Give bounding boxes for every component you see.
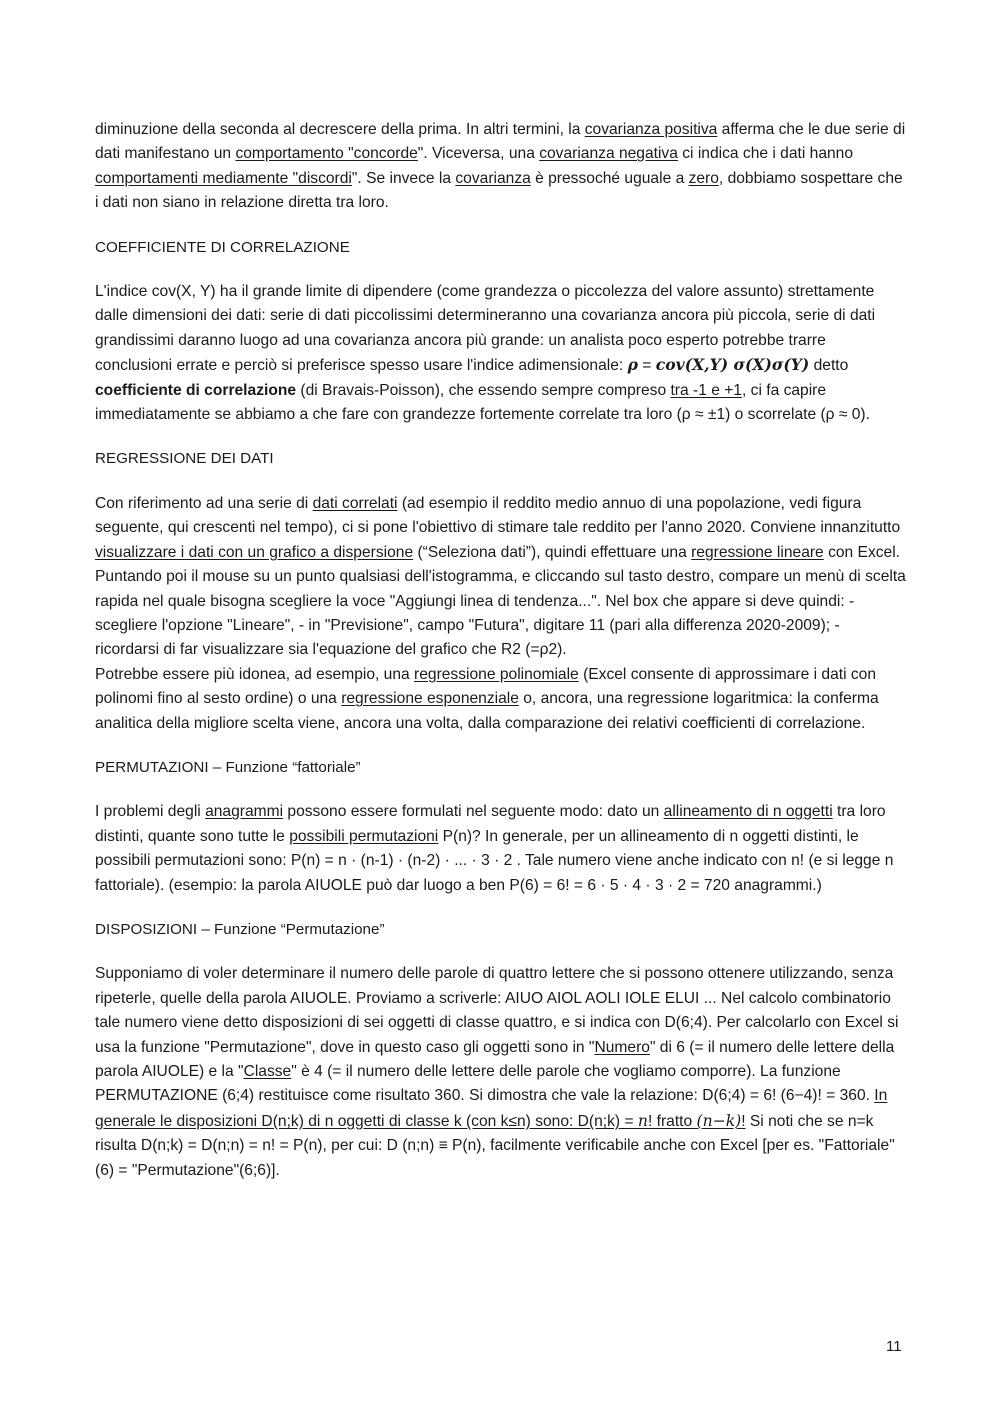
text: ". Se invece la (351, 169, 456, 187)
underlined-term: dati correlati (312, 494, 398, 512)
text: è pressoché uguale a (530, 169, 689, 187)
paragraph-disposizioni (95, 962, 907, 1183)
section-heading-regressione: REGRESSIONE DEI DATI (95, 450, 274, 468)
text: (ad esempio il reddito medio annuo di una popolazione, vedi figura seguente, qui crescenti nel tempo), ci si pone l'obiettivo di stimare tale reddito per l'anno 2020. Conviene innanzitutto (95, 494, 901, 537)
section-heading-correlazione: COEFFICIENTE DI CORRELAZIONE (95, 238, 350, 256)
underlined-term: comportamento "concorde (235, 145, 418, 163)
underlined-term: Classe (243, 1063, 292, 1080)
text: ! fratto (647, 1112, 697, 1130)
math-rho: ρ (627, 355, 638, 375)
text: I problemi degli (95, 803, 206, 821)
math-n: n (637, 1111, 648, 1130)
paragraph-permutazioni (95, 800, 907, 898)
text: Potrebbe essere più idonea, ad esempio, una (95, 665, 415, 683)
paragraph-regressione (95, 492, 907, 663)
text: ! (741, 1112, 746, 1130)
underlined-term: comportamenti mediamente "discordi (95, 169, 352, 187)
text: = (637, 357, 656, 375)
text: , dobbiamo sospettare che i dati non siano in relazione diretta tra loro. (95, 169, 903, 212)
section-heading-permutazioni: PERMUTAZIONI – Funzione “fattoriale” (95, 758, 361, 776)
underlined-term: covarianza positiva (584, 121, 718, 138)
text: (Excel consente di approssimare i dati con polinomi fino al sesto ordine) o una (95, 665, 877, 708)
page-number: 11 (886, 1338, 902, 1355)
text: tra loro distinti, quante sono tutte le (95, 803, 886, 845)
text: P(n)? In generale, per un allineamento di n oggetti distinti, le possibili permutazioni sono: P(n) = n · (n-1) · (n-2) · ... · 3 · 2 . Tale numero viene anche indicato con n! (e si legge n fattoriale). (esempio: la parola AIUOLE può dar luogo a ben P(6) = 6! = 6 · 5 · 4 · 3 · 2 = 720 anagrammi.) (95, 827, 894, 894)
underlined-term: possibili permutazioni (289, 827, 439, 845)
bold-term: coefficiente di correlazione (95, 381, 297, 399)
underlined-term: covarianza (455, 169, 531, 187)
underlined-term: zero (688, 169, 719, 187)
underlined-term: visualizzare i dati con un grafico a dispersione (95, 543, 414, 561)
underlined-term: regressione polinomiale (414, 665, 579, 683)
underlined-term: allineamento di n oggetti (663, 803, 833, 821)
underlined-term: covarianza negativa (539, 145, 678, 163)
underlined-term: anagrammi (205, 803, 284, 821)
text: Con riferimento ad una serie di (95, 494, 313, 512)
text: afferma che le due serie di dati manifestano un (95, 121, 906, 163)
text: ci indica che i dati hanno (677, 145, 854, 163)
text: " è 4 (= il numero delle lettere delle parole che vogliamo comporre). La funzione PERMUTAZIONE (6;4) restituisce come risultato 360. Si dimostra che vale la relazione: D(6;4) = 6! (6−4)! = 360. (95, 1063, 875, 1105)
text: L'indice cov(X, Y) ha il grande limite di dipendere (come grandezza o piccolezza del valore assunto) strettamente dalle dimensioni dei dati: serie di dati piccolissimi determineranno una covarianza ancora più piccola, serie di dati grandissimi daranno luogo ad una covarianza ancora più grande: un analista poco esperto potrebbe trarre conclusioni errate e perciò si preferisce spesso usare l'indice adimensionale: (95, 283, 876, 375)
text: In generale le disposizioni D(n;k) di n oggetti di classe k (con k≤n) sono: D(n;k) = (95, 1087, 888, 1130)
text: Supponiamo di voler determinare il numero delle parole di quattro lettere che si possono ottenere utilizzando, senza ripeterle, quelle della parola AIUOLE. Proviamo a scriverle: AIUO AIOL AOLI IOLE ELUI ... Nel calcolo combinatorio tale numero viene detto disposizioni di sei oggetti di classe quattro, e si indica con D(6;4). Per calcolarlo con Excel si usa la funzione "Permutazione", dove in questo caso gli oggetti sono in " (95, 965, 899, 1056)
text: detto (809, 357, 849, 375)
text: possono essere formulati nel seguente modo: dato un (283, 803, 664, 821)
math-n-minus-k: (n−k) (696, 1111, 742, 1130)
underlined-term: Numero (594, 1038, 650, 1056)
text: (di Bravais-Poisson), che essendo sempre compreso (296, 381, 671, 399)
text: Si noti che se n=k risulta D(n;k) = D(n;n) = n! = P(n), per cui: D (n;n) ≡ P(n), facilmente verificabile anche con Excel [per es. "Fattoriale"(6) = "Permutazione"(6;6)]. (95, 1112, 895, 1179)
section-heading-disposizioni: DISPOSIZIONI – Funzione “Permutazione” (95, 920, 385, 938)
text: " di 6 (= il numero delle lettere della parola AIUOLE) e la " (95, 1038, 895, 1080)
text: (“Seleziona dati”), quindi effettuare una (413, 543, 692, 561)
underlined-term: tra -1 e +1 (670, 381, 742, 399)
underlined-term: regressione lineare (691, 543, 824, 561)
text: ". Viceversa, una (417, 145, 540, 163)
paragraph-covarianza (95, 118, 907, 216)
underlined-term: regressione esponenziale (341, 690, 519, 708)
math-formula: cov(X,Y) σ(X)σ(Y) (655, 355, 810, 375)
document-page (95, 118, 907, 1203)
text: o, ancora, una regressione logaritmica: la conferma analitica della migliore scelta viene, ancora una volta, dalla comparazione dei relativi coefficienti di correlazione. (95, 690, 879, 732)
text: con Excel. Puntando poi il mouse su un punto qualsiasi dell'istogramma, e cliccando sul tasto destro, compare un menù di scelta rapida nel quale bisogna scegliere la voce "Aggiungi linea di tendenza...". Nel box che appare si deve quindi: - scegliere l'opzione "Lineare", - in "Previsione", campo "Futura", digitare 11 (pari alla differenza 2020-2009); - ricordarsi di far visualizzare sia l'equazione del grafico che R2 (=ρ2). (95, 543, 906, 659)
text: diminuzione della seconda al decrescere della prima. In altri termini, la (95, 121, 585, 138)
paragraph-regressione-alternative (95, 663, 907, 736)
text: , ci fa capire immediatamente se abbiamo a che fare con grandezze fortemente correlate tra loro (ρ ≈ ±1) o scorrelate (ρ ≈ 0). (95, 381, 870, 424)
paragraph-correlazione (95, 280, 907, 427)
